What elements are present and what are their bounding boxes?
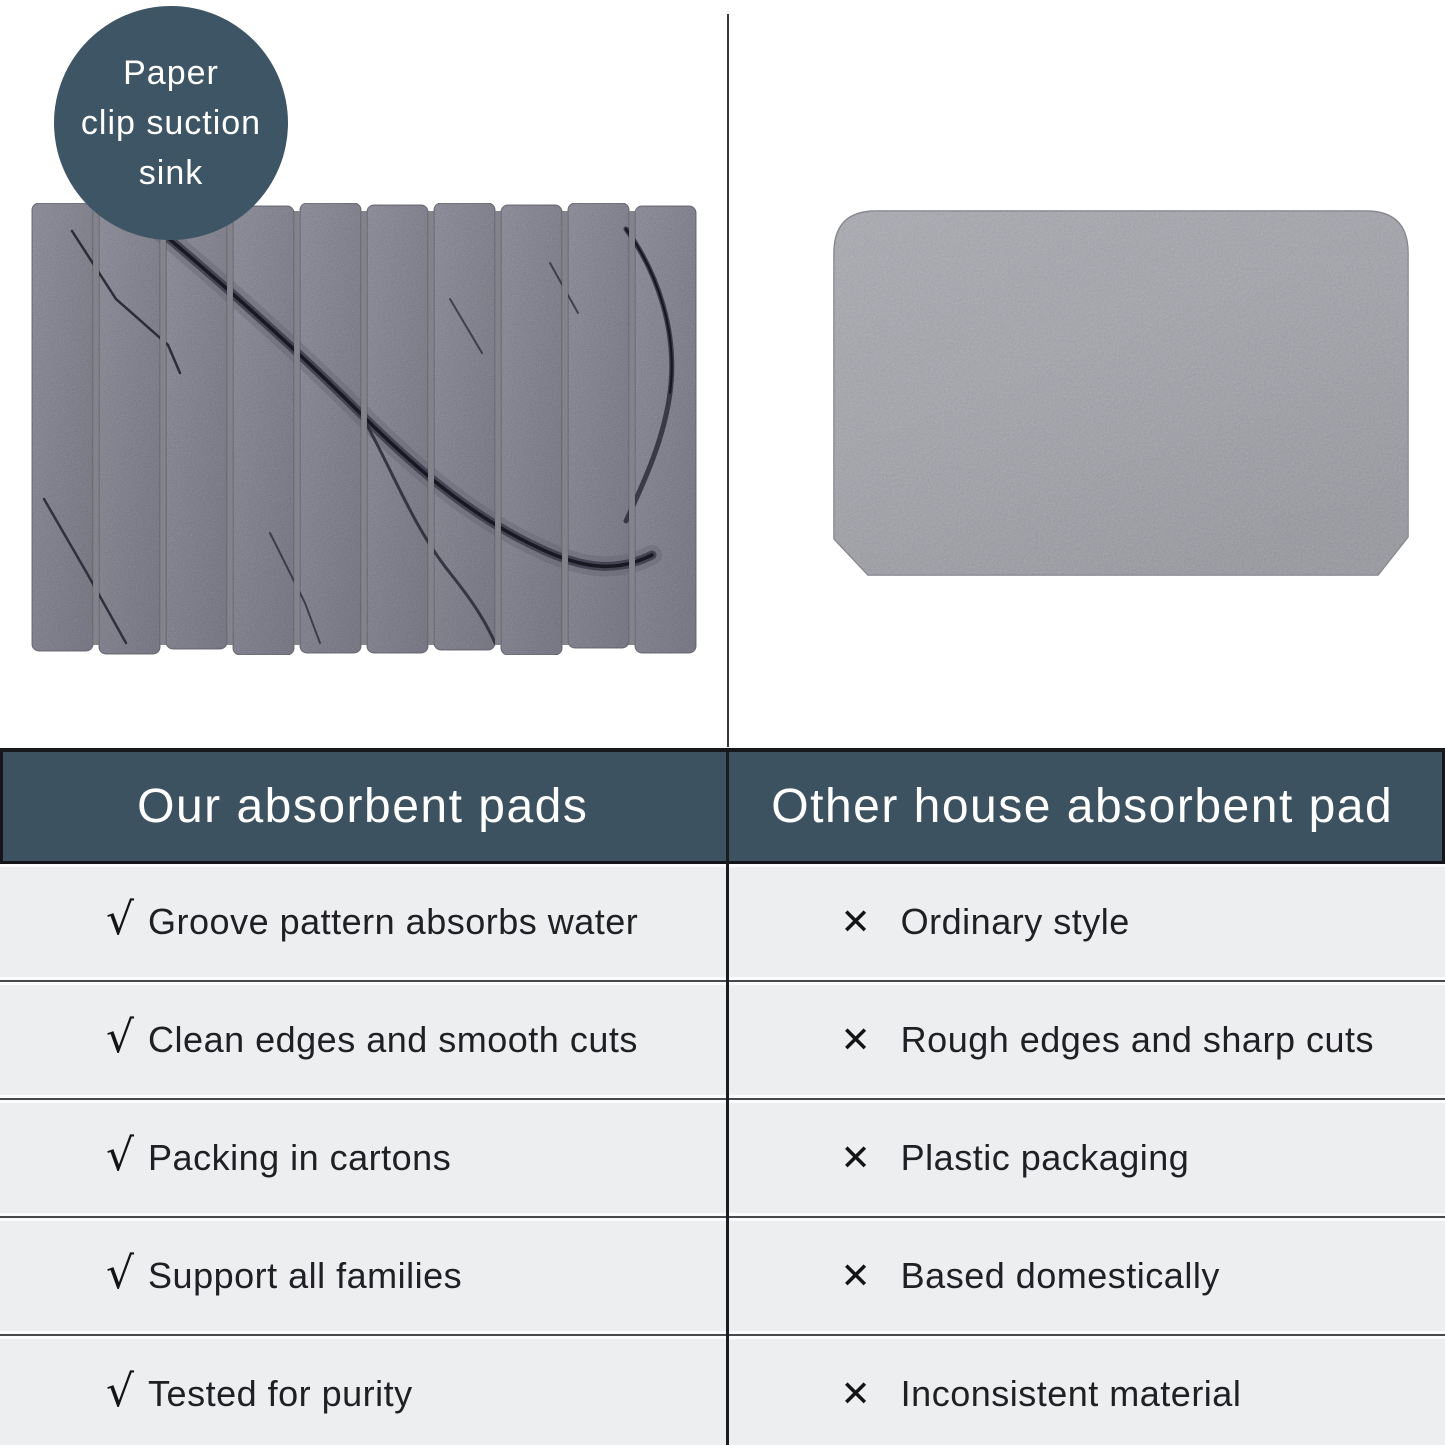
table-center-divider bbox=[726, 752, 729, 1445]
item-label: Clean edges and smooth cuts bbox=[148, 1019, 638, 1060]
marble-groove-pad-photo bbox=[30, 203, 700, 655]
badge-line: sink bbox=[138, 154, 204, 192]
other-cell bbox=[723, 1339, 1445, 1445]
item-label: Ordinary style bbox=[900, 901, 1130, 942]
ours-cell bbox=[0, 1339, 723, 1445]
table-row bbox=[0, 1103, 1445, 1213]
item-label: Tested for purity bbox=[148, 1373, 413, 1414]
item-label: Rough edges and sharp cuts bbox=[900, 1019, 1374, 1060]
item-label: Support all families bbox=[148, 1255, 463, 1296]
cross-icon: ✕ bbox=[840, 1373, 871, 1415]
badge-line: clip suction bbox=[80, 104, 262, 142]
badge-paper-clip-suction-sink bbox=[54, 6, 288, 240]
row-separator bbox=[0, 1213, 1445, 1221]
other-cell bbox=[723, 985, 1445, 1095]
row-separator bbox=[0, 977, 1445, 985]
cross-icon: ✕ bbox=[840, 1255, 871, 1297]
other-cell bbox=[723, 867, 1445, 977]
vertical-divider bbox=[727, 14, 729, 747]
row-separator bbox=[0, 1331, 1445, 1339]
cross-icon: ✕ bbox=[840, 1019, 871, 1061]
ours-cell bbox=[0, 985, 723, 1095]
table-row bbox=[0, 985, 1445, 1095]
column-header-other: Other house absorbent pad bbox=[771, 780, 1394, 833]
marble-pad-illustration bbox=[30, 203, 700, 655]
table-header-row bbox=[0, 752, 1445, 864]
table-row bbox=[0, 1339, 1445, 1445]
item-label: Groove pattern absorbs water bbox=[148, 901, 639, 942]
check-icon: √ bbox=[106, 1365, 135, 1417]
table-row bbox=[0, 867, 1445, 977]
ours-cell bbox=[0, 867, 723, 977]
badge-line: Paper bbox=[123, 54, 219, 92]
row-separator bbox=[0, 1095, 1445, 1103]
check-icon: √ bbox=[106, 1011, 135, 1063]
plain-pad-illustration bbox=[830, 207, 1412, 579]
table-row bbox=[0, 1221, 1445, 1331]
cross-icon: ✕ bbox=[840, 901, 871, 943]
check-icon: √ bbox=[106, 893, 135, 945]
comparison-table bbox=[0, 748, 1445, 1445]
ours-cell bbox=[0, 1103, 723, 1213]
ours-cell bbox=[0, 1221, 723, 1331]
check-icon: √ bbox=[106, 1129, 135, 1181]
other-cell bbox=[723, 1103, 1445, 1213]
other-cell bbox=[723, 1221, 1445, 1331]
item-label: Based domestically bbox=[900, 1255, 1220, 1296]
item-label: Inconsistent material bbox=[900, 1373, 1242, 1414]
cross-icon: ✕ bbox=[840, 1137, 871, 1179]
check-icon: √ bbox=[106, 1247, 135, 1299]
column-header-ours: Our absorbent pads bbox=[137, 780, 589, 833]
item-label: Packing in cartons bbox=[148, 1137, 452, 1178]
plain-absorbent-pad-photo bbox=[830, 207, 1412, 579]
item-label: Plastic packaging bbox=[900, 1137, 1190, 1178]
